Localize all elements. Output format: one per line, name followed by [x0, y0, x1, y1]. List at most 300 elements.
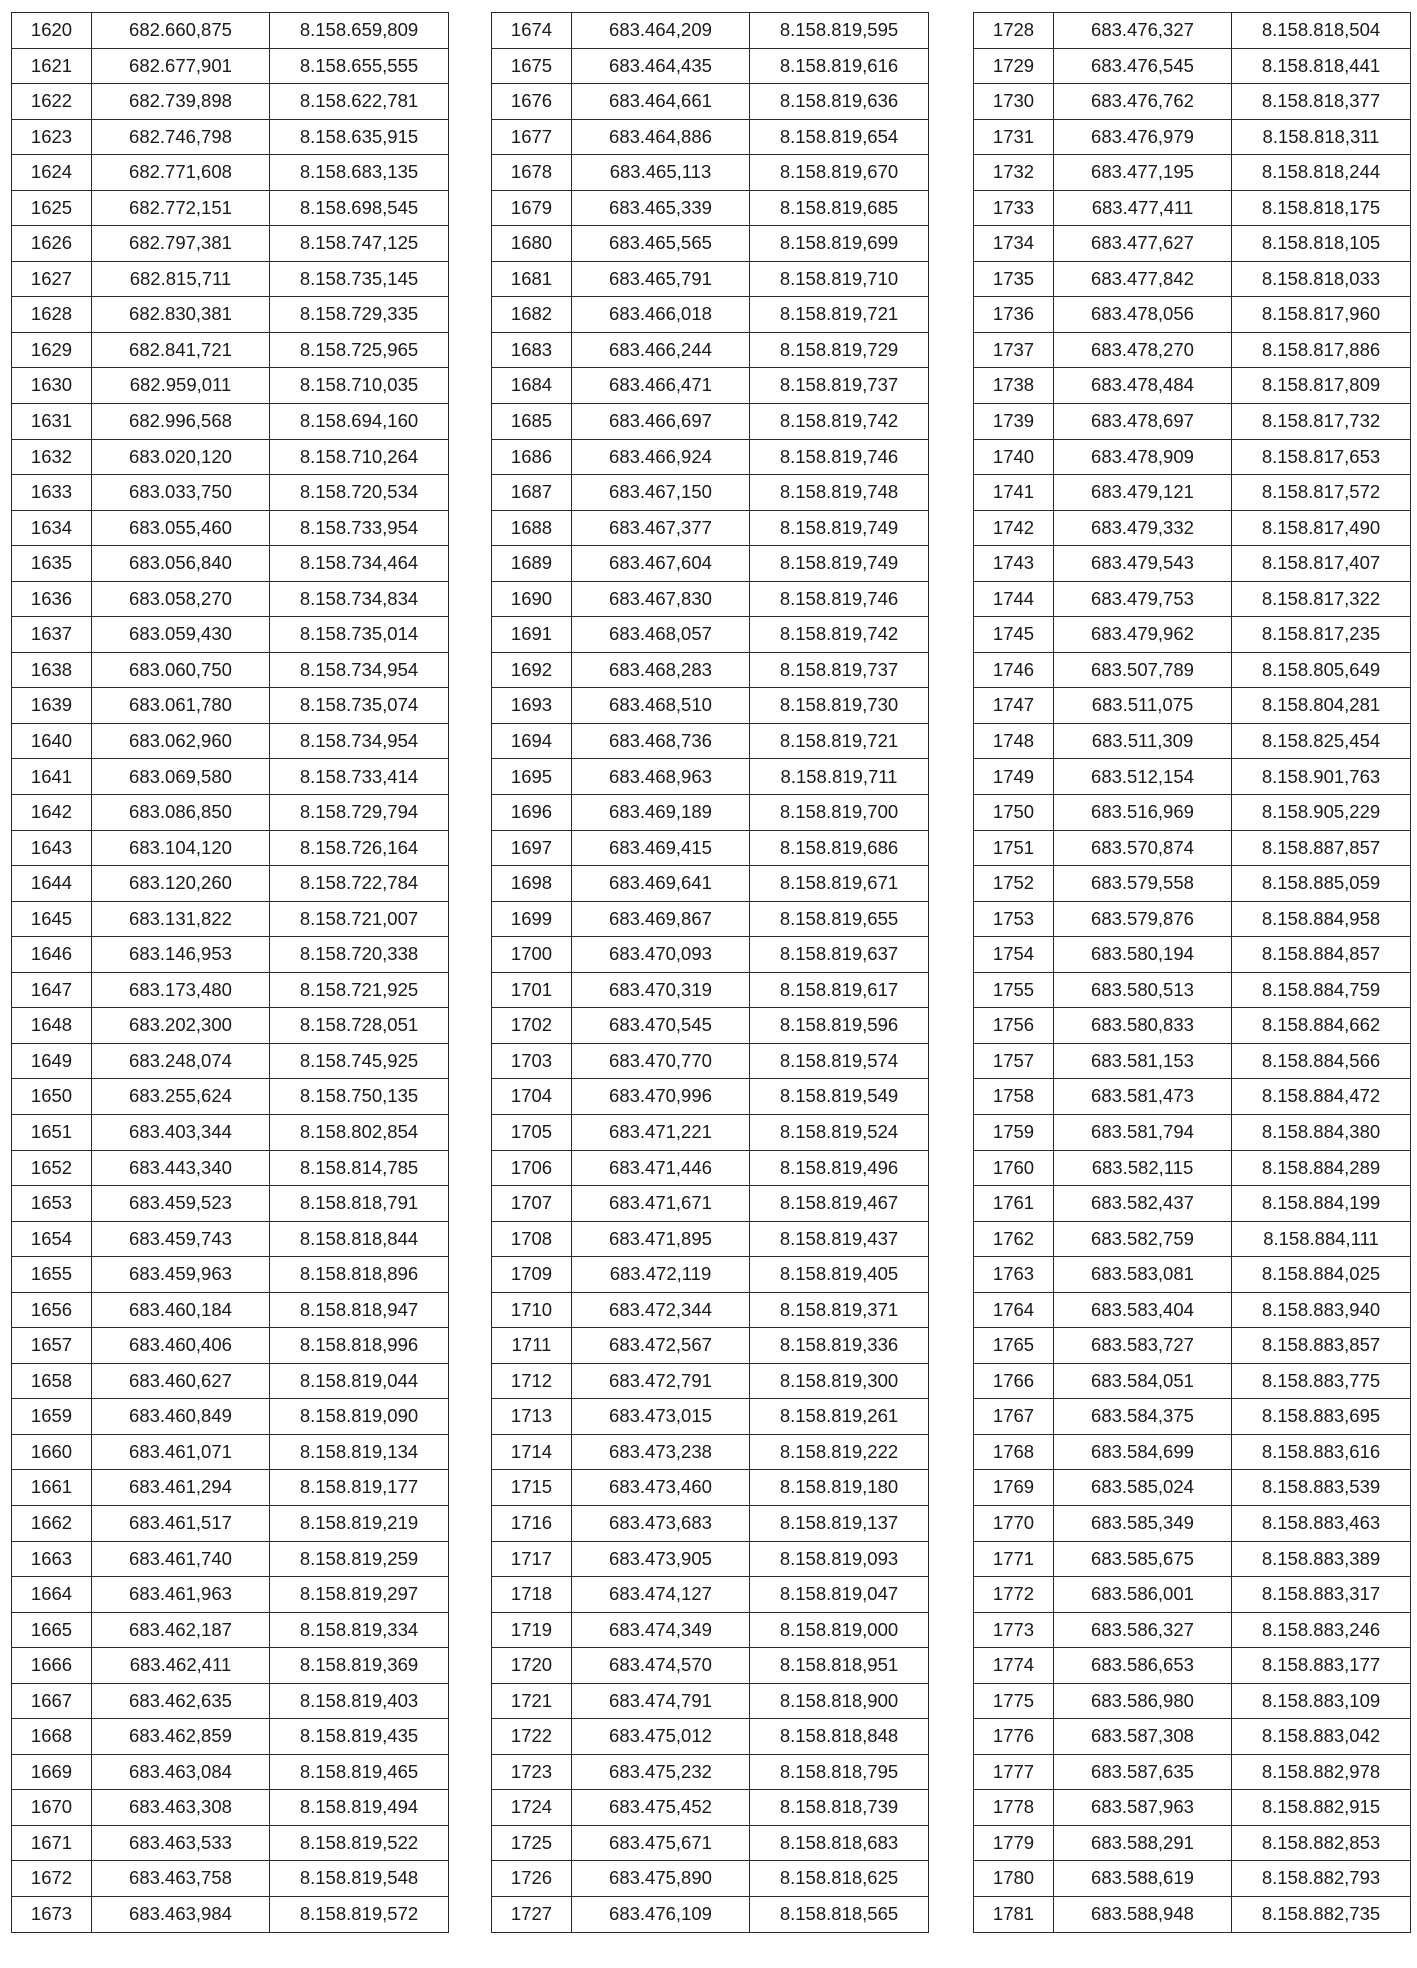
point-id-cell: 1644 [12, 866, 92, 902]
easting-cell: 683.468,736 [572, 723, 750, 759]
table-row [492, 901, 929, 937]
easting-cell: 683.465,791 [572, 261, 750, 297]
northing-cell: 8.158.818,565 [750, 1896, 929, 1932]
northing-cell: 8.158.817,490 [1232, 510, 1411, 546]
easting-cell: 683.060,750 [92, 652, 270, 688]
northing-cell: 8.158.818,791 [270, 1186, 449, 1222]
point-id-cell: 1668 [12, 1719, 92, 1755]
point-id-cell: 1720 [492, 1648, 572, 1684]
easting-cell: 683.459,523 [92, 1186, 270, 1222]
easting-cell: 683.479,753 [1054, 581, 1232, 617]
table-row [974, 937, 1411, 973]
point-id-cell: 1759 [974, 1114, 1054, 1150]
table-row [492, 652, 929, 688]
table-row [974, 759, 1411, 795]
point-id-cell: 1670 [12, 1790, 92, 1826]
table-row [492, 1541, 929, 1577]
table-row [12, 48, 449, 84]
table-row [492, 972, 929, 1008]
table-row [12, 1079, 449, 1115]
point-id-cell: 1639 [12, 688, 92, 724]
table-row [974, 155, 1411, 191]
northing-cell: 8.158.819,467 [750, 1186, 929, 1222]
point-id-cell: 1723 [492, 1754, 572, 1790]
northing-cell: 8.158.819,044 [270, 1363, 449, 1399]
point-id-cell: 1664 [12, 1577, 92, 1613]
northing-cell: 8.158.884,199 [1232, 1186, 1411, 1222]
point-id-cell: 1707 [492, 1186, 572, 1222]
northing-cell: 8.158.819,636 [750, 84, 929, 120]
northing-cell: 8.158.819,742 [750, 617, 929, 653]
point-id-cell: 1715 [492, 1470, 572, 1506]
point-id-cell: 1710 [492, 1292, 572, 1328]
table-row [492, 1754, 929, 1790]
table-row [12, 475, 449, 511]
coordinate-table-3 [973, 12, 1411, 1933]
easting-cell: 683.475,890 [572, 1861, 750, 1897]
table-row [12, 1896, 449, 1932]
easting-cell: 683.470,770 [572, 1043, 750, 1079]
northing-cell: 8.158.819,134 [270, 1434, 449, 1470]
easting-cell: 683.461,517 [92, 1505, 270, 1541]
easting-cell: 683.469,415 [572, 830, 750, 866]
point-id-cell: 1692 [492, 652, 572, 688]
table-row [492, 1612, 929, 1648]
point-id-cell: 1762 [974, 1221, 1054, 1257]
easting-cell: 683.587,308 [1054, 1719, 1232, 1755]
point-id-cell: 1733 [974, 190, 1054, 226]
easting-cell: 682.797,381 [92, 226, 270, 262]
easting-cell: 682.959,011 [92, 368, 270, 404]
table-row [12, 1292, 449, 1328]
northing-cell: 8.158.819,749 [750, 546, 929, 582]
table-row [974, 84, 1411, 120]
point-id-cell: 1741 [974, 475, 1054, 511]
point-id-cell: 1740 [974, 439, 1054, 475]
point-id-cell: 1681 [492, 261, 572, 297]
easting-cell: 683.470,319 [572, 972, 750, 1008]
table-row [492, 1505, 929, 1541]
point-id-cell: 1750 [974, 795, 1054, 831]
coordinate-table-body [974, 13, 1411, 1933]
point-id-cell: 1776 [974, 1719, 1054, 1755]
easting-cell: 683.033,750 [92, 475, 270, 511]
table-row [12, 404, 449, 440]
northing-cell: 8.158.819,654 [750, 119, 929, 155]
point-id-cell: 1708 [492, 1221, 572, 1257]
table-row [12, 1648, 449, 1684]
point-id-cell: 1663 [12, 1541, 92, 1577]
table-row [974, 795, 1411, 831]
point-id-cell: 1691 [492, 617, 572, 653]
easting-cell: 683.516,969 [1054, 795, 1232, 831]
point-id-cell: 1719 [492, 1612, 572, 1648]
table-row [492, 155, 929, 191]
easting-cell: 683.464,435 [572, 48, 750, 84]
point-id-cell: 1694 [492, 723, 572, 759]
easting-cell: 683.511,309 [1054, 723, 1232, 759]
northing-cell: 8.158.819,494 [270, 1790, 449, 1826]
easting-cell: 682.771,608 [92, 155, 270, 191]
table-row [12, 1790, 449, 1826]
table-row [12, 901, 449, 937]
point-id-cell: 1726 [492, 1861, 572, 1897]
easting-cell: 683.469,867 [572, 901, 750, 937]
easting-cell: 683.468,510 [572, 688, 750, 724]
northing-cell: 8.158.819,721 [750, 723, 929, 759]
northing-cell: 8.158.683,135 [270, 155, 449, 191]
point-id-cell: 1621 [12, 48, 92, 84]
point-id-cell: 1678 [492, 155, 572, 191]
northing-cell: 8.158.817,572 [1232, 475, 1411, 511]
point-id-cell: 1778 [974, 1790, 1054, 1826]
point-id-cell: 1760 [974, 1150, 1054, 1186]
table-row [974, 1790, 1411, 1826]
easting-cell: 683.464,886 [572, 119, 750, 155]
table-row [974, 439, 1411, 475]
easting-cell: 683.020,120 [92, 439, 270, 475]
table-row [974, 1470, 1411, 1506]
table-row [492, 1825, 929, 1861]
point-id-cell: 1729 [974, 48, 1054, 84]
northing-cell: 8.158.884,662 [1232, 1008, 1411, 1044]
table-row [974, 901, 1411, 937]
northing-cell: 8.158.887,857 [1232, 830, 1411, 866]
point-id-cell: 1671 [12, 1825, 92, 1861]
northing-cell: 8.158.818,033 [1232, 261, 1411, 297]
northing-cell: 8.158.819,047 [750, 1577, 929, 1613]
point-id-cell: 1624 [12, 155, 92, 191]
table-row [12, 1363, 449, 1399]
table-row [492, 1434, 929, 1470]
northing-cell: 8.158.884,025 [1232, 1257, 1411, 1293]
easting-cell: 683.471,221 [572, 1114, 750, 1150]
easting-cell: 683.462,635 [92, 1683, 270, 1719]
easting-cell: 683.478,056 [1054, 297, 1232, 333]
table-row [12, 226, 449, 262]
northing-cell: 8.158.818,311 [1232, 119, 1411, 155]
northing-cell: 8.158.885,059 [1232, 866, 1411, 902]
northing-cell: 8.158.819,465 [270, 1754, 449, 1790]
northing-cell: 8.158.655,555 [270, 48, 449, 84]
northing-cell: 8.158.818,844 [270, 1221, 449, 1257]
point-id-cell: 1752 [974, 866, 1054, 902]
table-row [12, 332, 449, 368]
northing-cell: 8.158.819,572 [270, 1896, 449, 1932]
coordinate-table-2 [491, 12, 929, 1933]
point-id-cell: 1641 [12, 759, 92, 795]
point-id-cell: 1631 [12, 404, 92, 440]
point-id-cell: 1761 [974, 1186, 1054, 1222]
table-row [12, 1541, 449, 1577]
northing-cell: 8.158.819,686 [750, 830, 929, 866]
easting-cell: 683.471,446 [572, 1150, 750, 1186]
point-id-cell: 1765 [974, 1328, 1054, 1364]
easting-cell: 683.477,411 [1054, 190, 1232, 226]
northing-cell: 8.158.818,441 [1232, 48, 1411, 84]
point-id-cell: 1706 [492, 1150, 572, 1186]
easting-cell: 683.062,960 [92, 723, 270, 759]
point-id-cell: 1661 [12, 1470, 92, 1506]
easting-cell: 683.579,876 [1054, 901, 1232, 937]
table-row [12, 866, 449, 902]
northing-cell: 8.158.818,504 [1232, 13, 1411, 49]
point-id-cell: 1751 [974, 830, 1054, 866]
easting-cell: 683.473,905 [572, 1541, 750, 1577]
point-id-cell: 1684 [492, 368, 572, 404]
easting-cell: 683.468,283 [572, 652, 750, 688]
point-id-cell: 1672 [12, 1861, 92, 1897]
table-row [12, 368, 449, 404]
point-id-cell: 1650 [12, 1079, 92, 1115]
easting-cell: 683.472,119 [572, 1257, 750, 1293]
northing-cell: 8.158.819,721 [750, 297, 929, 333]
easting-cell: 683.468,963 [572, 759, 750, 795]
easting-cell: 683.460,184 [92, 1292, 270, 1328]
table-row [492, 1683, 929, 1719]
easting-cell: 683.581,153 [1054, 1043, 1232, 1079]
easting-cell: 683.470,996 [572, 1079, 750, 1115]
coordinate-table-body [12, 13, 449, 1933]
northing-cell: 8.158.819,700 [750, 795, 929, 831]
easting-cell: 683.475,671 [572, 1825, 750, 1861]
table-row [492, 1470, 929, 1506]
point-id-cell: 1636 [12, 581, 92, 617]
table-row [12, 688, 449, 724]
easting-cell: 683.478,697 [1054, 404, 1232, 440]
easting-cell: 683.403,344 [92, 1114, 270, 1150]
easting-cell: 683.583,727 [1054, 1328, 1232, 1364]
table-row [974, 1683, 1411, 1719]
northing-cell: 8.158.883,539 [1232, 1470, 1411, 1506]
easting-cell: 683.507,789 [1054, 652, 1232, 688]
table-row [12, 1825, 449, 1861]
easting-cell: 683.582,437 [1054, 1186, 1232, 1222]
point-id-cell: 1747 [974, 688, 1054, 724]
table-row [492, 759, 929, 795]
table-row [492, 1861, 929, 1897]
table-row [974, 1648, 1411, 1684]
point-id-cell: 1686 [492, 439, 572, 475]
coordinate-table-1 [11, 12, 449, 1933]
northing-cell: 8.158.819,524 [750, 1114, 929, 1150]
table-row [12, 652, 449, 688]
table-row [492, 1186, 929, 1222]
point-id-cell: 1648 [12, 1008, 92, 1044]
northing-cell: 8.158.882,793 [1232, 1861, 1411, 1897]
easting-cell: 683.466,018 [572, 297, 750, 333]
table-row [492, 1790, 929, 1826]
point-id-cell: 1736 [974, 297, 1054, 333]
table-row [12, 830, 449, 866]
table-row [974, 1719, 1411, 1755]
point-id-cell: 1756 [974, 1008, 1054, 1044]
table-row [974, 119, 1411, 155]
table-row [974, 581, 1411, 617]
easting-cell: 683.463,533 [92, 1825, 270, 1861]
northing-cell: 8.158.884,289 [1232, 1150, 1411, 1186]
easting-cell: 682.996,568 [92, 404, 270, 440]
point-id-cell: 1713 [492, 1399, 572, 1435]
easting-cell: 683.459,743 [92, 1221, 270, 1257]
easting-cell: 683.511,075 [1054, 688, 1232, 724]
easting-cell: 683.469,641 [572, 866, 750, 902]
easting-cell: 683.120,260 [92, 866, 270, 902]
table-row [492, 48, 929, 84]
easting-cell: 683.173,480 [92, 972, 270, 1008]
point-id-cell: 1643 [12, 830, 92, 866]
northing-cell: 8.158.747,125 [270, 226, 449, 262]
easting-cell: 683.463,084 [92, 1754, 270, 1790]
northing-cell: 8.158.819,222 [750, 1434, 929, 1470]
easting-cell: 683.472,567 [572, 1328, 750, 1364]
northing-cell: 8.158.728,051 [270, 1008, 449, 1044]
northing-cell: 8.158.817,653 [1232, 439, 1411, 475]
easting-cell: 683.466,471 [572, 368, 750, 404]
northing-cell: 8.158.818,739 [750, 1790, 929, 1826]
easting-cell: 683.476,762 [1054, 84, 1232, 120]
table-row [974, 1328, 1411, 1364]
point-id-cell: 1781 [974, 1896, 1054, 1932]
easting-cell: 683.462,187 [92, 1612, 270, 1648]
table-row [12, 1719, 449, 1755]
easting-cell: 683.131,822 [92, 901, 270, 937]
table-row [12, 510, 449, 546]
point-id-cell: 1763 [974, 1257, 1054, 1293]
easting-cell: 683.055,460 [92, 510, 270, 546]
northing-cell: 8.158.735,145 [270, 261, 449, 297]
easting-cell: 683.460,406 [92, 1328, 270, 1364]
point-id-cell: 1688 [492, 510, 572, 546]
easting-cell: 683.069,580 [92, 759, 270, 795]
northing-cell: 8.158.818,896 [270, 1257, 449, 1293]
table-row [974, 723, 1411, 759]
easting-cell: 683.472,791 [572, 1363, 750, 1399]
easting-cell: 683.588,948 [1054, 1896, 1232, 1932]
northing-cell: 8.158.734,954 [270, 723, 449, 759]
point-id-cell: 1739 [974, 404, 1054, 440]
table-row [974, 332, 1411, 368]
table-row [12, 1257, 449, 1293]
northing-cell: 8.158.817,960 [1232, 297, 1411, 333]
table-row [492, 226, 929, 262]
easting-cell: 683.587,635 [1054, 1754, 1232, 1790]
point-id-cell: 1669 [12, 1754, 92, 1790]
table-row [12, 261, 449, 297]
point-id-cell: 1696 [492, 795, 572, 831]
northing-cell: 8.158.884,958 [1232, 901, 1411, 937]
northing-cell: 8.158.729,335 [270, 297, 449, 333]
table-row [12, 1577, 449, 1613]
table-row [12, 13, 449, 49]
table-row [974, 688, 1411, 724]
easting-cell: 683.476,545 [1054, 48, 1232, 84]
easting-cell: 683.202,300 [92, 1008, 270, 1044]
point-id-cell: 1655 [12, 1257, 92, 1293]
northing-cell: 8.158.819,742 [750, 404, 929, 440]
easting-cell: 683.512,154 [1054, 759, 1232, 795]
northing-cell: 8.158.818,947 [270, 1292, 449, 1328]
northing-cell: 8.158.819,574 [750, 1043, 929, 1079]
northing-cell: 8.158.710,035 [270, 368, 449, 404]
point-id-cell: 1744 [974, 581, 1054, 617]
table-row [12, 1186, 449, 1222]
coordinate-table-body [492, 13, 929, 1933]
northing-cell: 8.158.817,809 [1232, 368, 1411, 404]
northing-cell: 8.158.819,730 [750, 688, 929, 724]
easting-cell: 683.582,115 [1054, 1150, 1232, 1186]
table-row [12, 581, 449, 617]
easting-cell: 683.583,404 [1054, 1292, 1232, 1328]
northing-cell: 8.158.819,746 [750, 439, 929, 475]
northing-cell: 8.158.883,616 [1232, 1434, 1411, 1470]
northing-cell: 8.158.622,781 [270, 84, 449, 120]
easting-cell: 683.473,015 [572, 1399, 750, 1435]
point-id-cell: 1768 [974, 1434, 1054, 1470]
table-row [12, 759, 449, 795]
easting-cell: 683.580,833 [1054, 1008, 1232, 1044]
point-id-cell: 1687 [492, 475, 572, 511]
easting-cell: 683.467,150 [572, 475, 750, 511]
northing-cell: 8.158.819,297 [270, 1577, 449, 1613]
northing-cell: 8.158.819,637 [750, 937, 929, 973]
point-id-cell: 1724 [492, 1790, 572, 1826]
table-row [492, 1399, 929, 1435]
point-id-cell: 1748 [974, 723, 1054, 759]
easting-cell: 683.475,452 [572, 1790, 750, 1826]
northing-cell: 8.158.905,229 [1232, 795, 1411, 831]
easting-cell: 683.588,619 [1054, 1861, 1232, 1897]
easting-cell: 683.461,963 [92, 1577, 270, 1613]
table-row [974, 1221, 1411, 1257]
point-id-cell: 1770 [974, 1505, 1054, 1541]
northing-cell: 8.158.883,177 [1232, 1648, 1411, 1684]
northing-cell: 8.158.745,925 [270, 1043, 449, 1079]
northing-cell: 8.158.825,454 [1232, 723, 1411, 759]
point-id-cell: 1675 [492, 48, 572, 84]
northing-cell: 8.158.720,338 [270, 937, 449, 973]
easting-cell: 682.830,381 [92, 297, 270, 333]
table-row [492, 830, 929, 866]
easting-cell: 682.772,151 [92, 190, 270, 226]
northing-cell: 8.158.883,775 [1232, 1363, 1411, 1399]
table-row [492, 332, 929, 368]
table-row [12, 972, 449, 1008]
northing-cell: 8.158.819,699 [750, 226, 929, 262]
point-id-cell: 1738 [974, 368, 1054, 404]
table-row [974, 1292, 1411, 1328]
northing-cell: 8.158.710,264 [270, 439, 449, 475]
table-row [12, 155, 449, 191]
easting-cell: 683.584,699 [1054, 1434, 1232, 1470]
point-id-cell: 1717 [492, 1541, 572, 1577]
easting-cell: 683.471,895 [572, 1221, 750, 1257]
easting-cell: 683.466,924 [572, 439, 750, 475]
table-row [974, 617, 1411, 653]
easting-cell: 683.465,339 [572, 190, 750, 226]
northing-cell: 8.158.720,534 [270, 475, 449, 511]
table-row [12, 1505, 449, 1541]
northing-cell: 8.158.883,042 [1232, 1719, 1411, 1755]
table-row [492, 1221, 929, 1257]
northing-cell: 8.158.819,749 [750, 510, 929, 546]
table-row [492, 1150, 929, 1186]
northing-cell: 8.158.883,463 [1232, 1505, 1411, 1541]
table-row [974, 48, 1411, 84]
northing-cell: 8.158.818,848 [750, 1719, 929, 1755]
northing-cell: 8.158.805,649 [1232, 652, 1411, 688]
table-row [492, 688, 929, 724]
